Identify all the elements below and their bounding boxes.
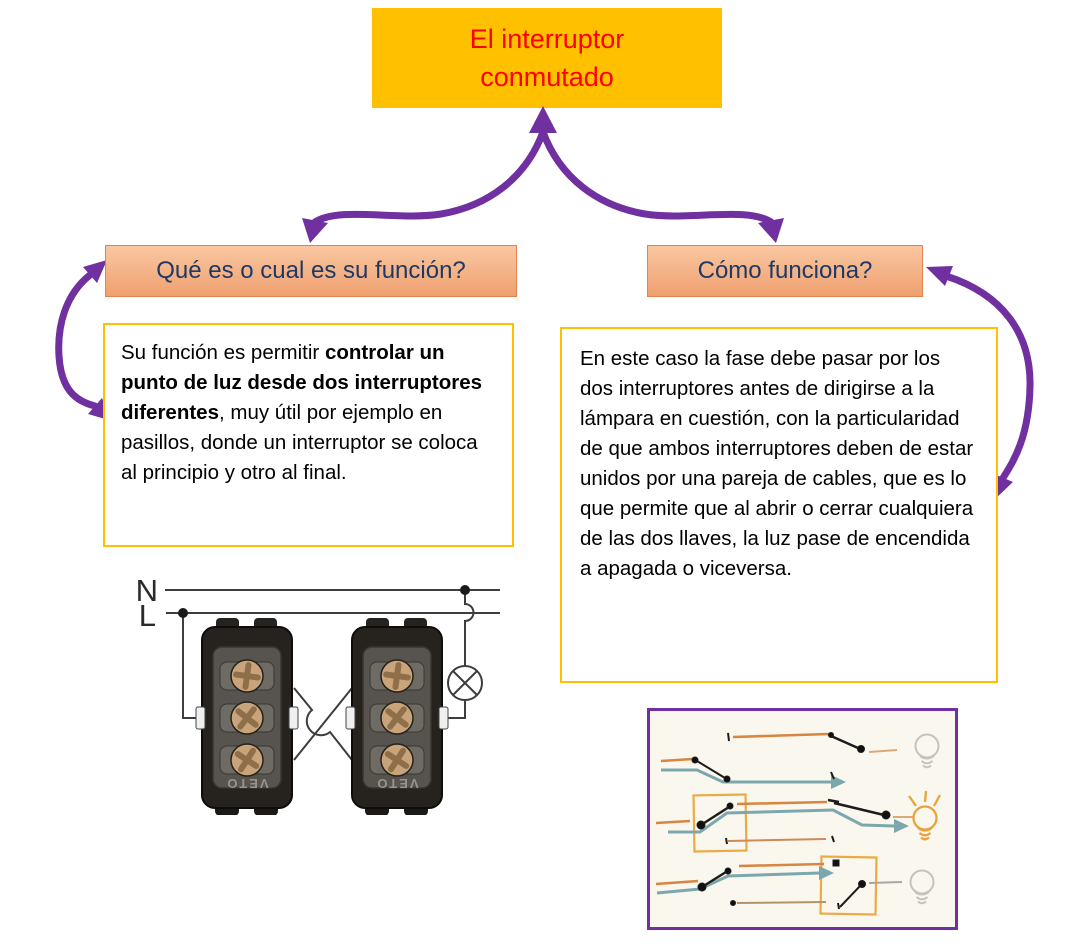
arrowhead-up-icon — [529, 106, 557, 133]
arrow-curve-to-left-branch — [315, 132, 543, 222]
current-arrow-icon — [819, 866, 834, 880]
question-box-left — [105, 245, 517, 297]
answer-left-prefix: Su función es permitir — [121, 341, 325, 364]
sketch-row-3 — [656, 857, 934, 915]
brand-label-right: VETO — [375, 776, 419, 791]
title-box — [372, 8, 722, 108]
lamp-icon — [448, 666, 482, 700]
line-label: L — [138, 598, 156, 633]
lamp-feed-wire — [465, 590, 474, 666]
junction-dot-line — [178, 608, 188, 618]
arrowhead-down-right-icon — [758, 218, 784, 243]
arrowhead-right-top-icon — [926, 266, 953, 286]
neutral-label: N — [135, 573, 158, 608]
wiring-diagram-figure — [130, 565, 505, 815]
answer-left-text — [121, 338, 496, 488]
sketch-row-1 — [661, 733, 939, 790]
current-arrow-icon — [894, 819, 909, 833]
arrowhead-left-top-icon — [83, 260, 107, 283]
bulb-off-icon — [916, 735, 939, 768]
answer-right-text: En este caso la fase debe pasar por los dos interruptores antes de dirigirse a la lámpara en cuestión, con la particularidad de que ambos interruptores deben de estar unidos por una pareja de cables, que es lo que permite que al abrir o cerrar cualquiera de las dos llaves, la luz pase de encendida a apagada o viceversa. — [580, 347, 974, 580]
lamp-return-wire — [447, 700, 465, 718]
junction-dot-neutral — [460, 585, 470, 595]
page-title: El interruptor conmutado — [469, 24, 625, 92]
brand-label-left: VETO — [225, 776, 269, 791]
question-box-right — [647, 245, 923, 297]
answer-box-right — [560, 327, 998, 683]
question-left-label: Qué es o cual es su función? — [156, 257, 466, 284]
line-drop-wire — [183, 613, 197, 718]
answer-left-bold: controlar un punto de luz desde dos interruptores diferentes — [121, 341, 483, 424]
arrow-curve-to-right-branch — [543, 132, 771, 222]
answer-left-suffix: , muy útil por ejemplo en pasillos, donde un interruptor se coloca al principio y otro al final. — [121, 401, 478, 484]
arrow-curve-left-side — [59, 275, 95, 406]
sketch-figure — [650, 711, 955, 927]
arrowhead-down-left-icon — [302, 218, 328, 243]
sketch-figure-frame — [647, 708, 958, 930]
question-right-label: Cómo funciona? — [697, 257, 873, 284]
sketch-row-2 — [656, 791, 940, 851]
highlight-box-right-switch — [820, 857, 876, 915]
bulb-lit-icon — [909, 791, 940, 839]
answer-box-left — [103, 323, 514, 547]
bulb-off-icon — [911, 871, 934, 904]
